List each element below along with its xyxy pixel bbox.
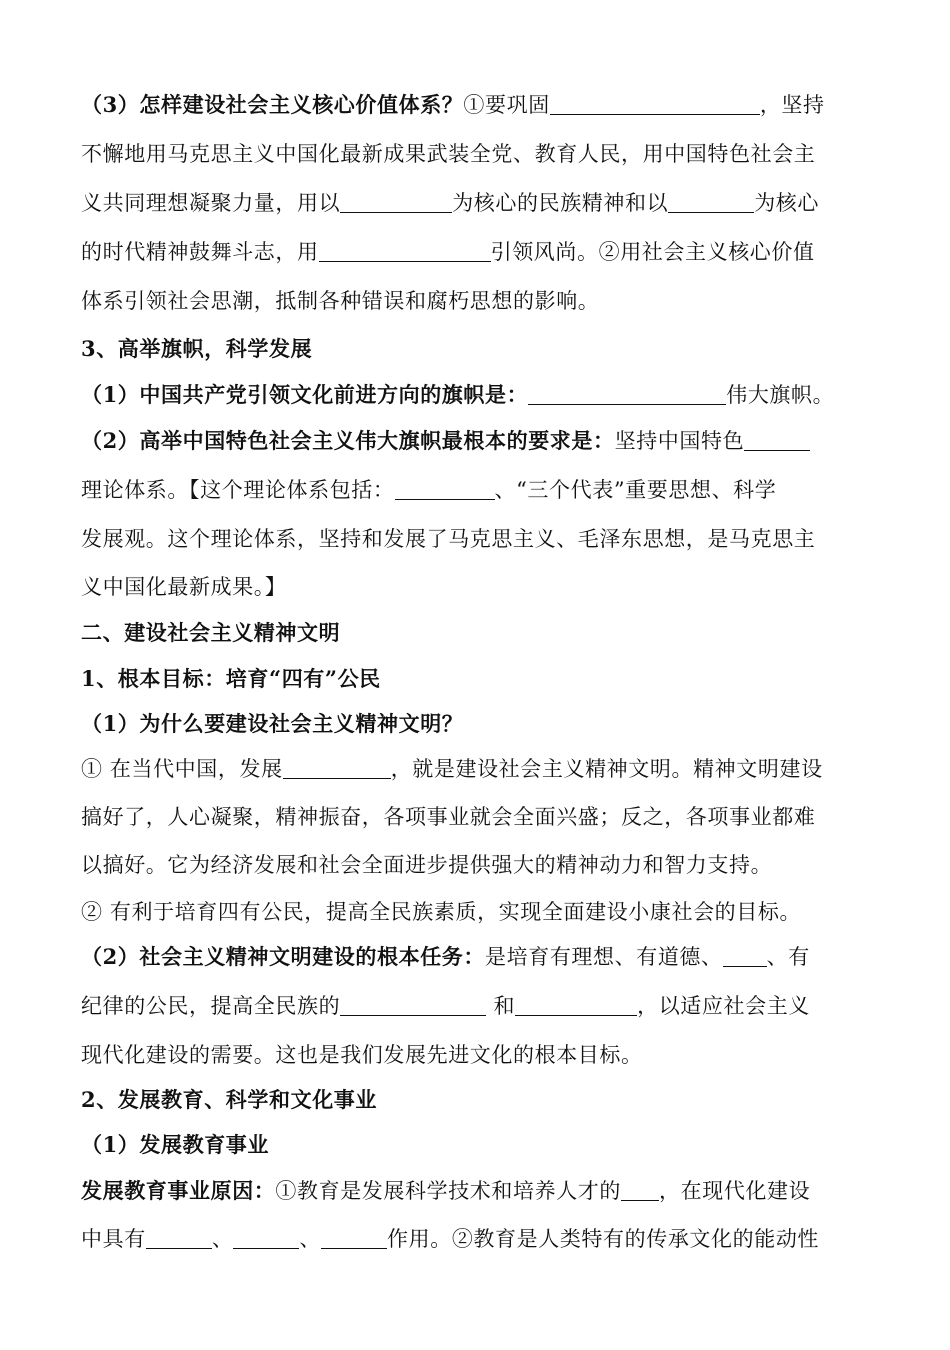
question-heading: 发展教育事业原因： [81, 1178, 276, 1203]
section-heading-text: 二、建设社会主义精神文明 [81, 620, 341, 645]
text-segment: ①教育是发展科学技术和培养人才的 [275, 1179, 622, 1203]
text-segment: 为核心的民族精神和以 [452, 191, 669, 215]
text-line [81, 754, 881, 784]
text-segment: 现代化建设的需要。这也是我们发展先进文化的根本目标。 [81, 1043, 643, 1067]
fill-blank[interactable] [340, 190, 452, 213]
text-segment: ，坚持 [759, 93, 825, 117]
text-segment: 搞好了，人心凝聚，精神振奋，各项事业就会全面兴盛；反之，各项事业都难 [81, 805, 816, 829]
text-line [81, 286, 881, 316]
fill-blank[interactable] [233, 1226, 299, 1249]
fill-blank[interactable] [283, 756, 391, 779]
fill-blank[interactable] [550, 92, 760, 115]
fill-blank[interactable] [395, 477, 495, 500]
text-segment: 、 [299, 1227, 322, 1251]
section-heading-text: 1、根本目标：培育“四有”公民 [81, 666, 381, 691]
text-segment: 中具有 [81, 1227, 146, 1251]
text-line [81, 1040, 881, 1070]
text-line [81, 1176, 881, 1206]
text-line [81, 524, 881, 554]
text-segment: 作用。②教育是人类特有的传承文化的能动性 [387, 1227, 820, 1251]
text-segment: 发展观。这个理论体系，坚持和发展了马克思主义、毛泽东思想，是马克思主 [81, 527, 816, 551]
text-line [81, 850, 881, 880]
text-line [81, 380, 881, 410]
question-heading-text: （1）发展教育事业 [81, 1132, 270, 1157]
section-heading [81, 1085, 881, 1115]
text-line [81, 139, 881, 169]
text-line [81, 942, 881, 972]
text-segment: 不懈地用马克思主义中国化最新成果武装全党、教育人民，用中国特色社会主 [81, 142, 816, 166]
question-heading [81, 709, 881, 739]
text-segment: 和 [486, 994, 516, 1018]
text-segment: 、“三个代表”重要思想、科学 [494, 478, 777, 502]
question-heading-text: （1）为什么要建设社会主义精神文明？ [81, 711, 464, 736]
text-segment: 纪律的公民，提高全民族的 [81, 994, 341, 1018]
text-segment: ，就是建设社会主义精神文明。精神文明建设 [390, 757, 823, 781]
fill-blank[interactable] [321, 1226, 387, 1249]
text-line [81, 1224, 881, 1254]
text-segment: 的时代精神鼓舞斗志，用 [81, 240, 319, 264]
text-line [81, 475, 881, 505]
question-heading: （1）中国共产党引领文化前进方向的旗帜是： [81, 382, 529, 407]
text-segment: 义中国化最新成果。】 [81, 575, 287, 599]
text-segment: 伟大旗帜。 [726, 383, 835, 407]
section-heading-text: 2、发展教育、科学和文化事业 [81, 1087, 378, 1112]
text-segment: 体系引领社会思潮，抵制各种错误和腐朽思想的影响。 [81, 289, 600, 313]
fill-blank[interactable] [319, 239, 491, 262]
text-line [81, 426, 881, 456]
section-heading [81, 334, 881, 364]
fill-blank[interactable] [528, 382, 726, 405]
text-line [81, 237, 881, 267]
text-line [81, 897, 881, 927]
section-heading-text: 3、高举旗帜，科学发展 [81, 336, 313, 361]
text-line [81, 991, 881, 1021]
question-heading [81, 1130, 881, 1160]
text-segment: 引领风尚。②用社会主义核心价值 [490, 240, 815, 264]
question-heading: （2）高举中国特色社会主义伟大旗帜最根本的要求是： [81, 428, 615, 453]
text-line [81, 90, 881, 120]
text-segment: ① 在当代中国，发展 [81, 757, 283, 781]
text-segment: 义共同理想凝聚力量，用以 [81, 191, 341, 215]
text-segment: ，以适应社会主义 [637, 994, 810, 1018]
fill-blank[interactable] [744, 428, 810, 451]
text-segment: 为核心 [754, 191, 820, 215]
question-heading: （2）社会主义精神文明建设的根本任务： [81, 944, 486, 969]
fill-blank[interactable] [515, 993, 637, 1016]
section-heading [81, 664, 881, 694]
fill-blank[interactable] [668, 190, 754, 213]
text-line [81, 572, 881, 602]
text-line [81, 188, 881, 218]
text-segment: 理论体系。【这个理论体系包括： [81, 478, 395, 502]
fill-blank[interactable] [340, 993, 486, 1016]
section-heading [81, 618, 881, 648]
question-heading: （3）怎样建设社会主义核心价值体系？ [81, 92, 464, 117]
fill-blank[interactable] [146, 1226, 212, 1249]
text-segment: 、有 [766, 945, 810, 969]
text-segment: 、 [211, 1227, 234, 1251]
text-segment: 坚持中国特色 [614, 429, 745, 453]
text-segment: 是培育有理想、有道德、 [485, 945, 723, 969]
text-line [81, 802, 881, 832]
fill-blank[interactable] [621, 1178, 659, 1201]
fill-blank[interactable] [723, 944, 767, 967]
text-segment: 以搞好。它为经济发展和社会全面进步提供强大的精神动力和智力支持。 [81, 853, 773, 877]
text-segment: ，在现代化建设 [659, 1179, 811, 1203]
text-segment: ② 有利于培育四有公民，提高全民族素质，实现全面建设小康社会的目标。 [81, 900, 802, 924]
text-segment: ①要巩固 [463, 93, 550, 117]
